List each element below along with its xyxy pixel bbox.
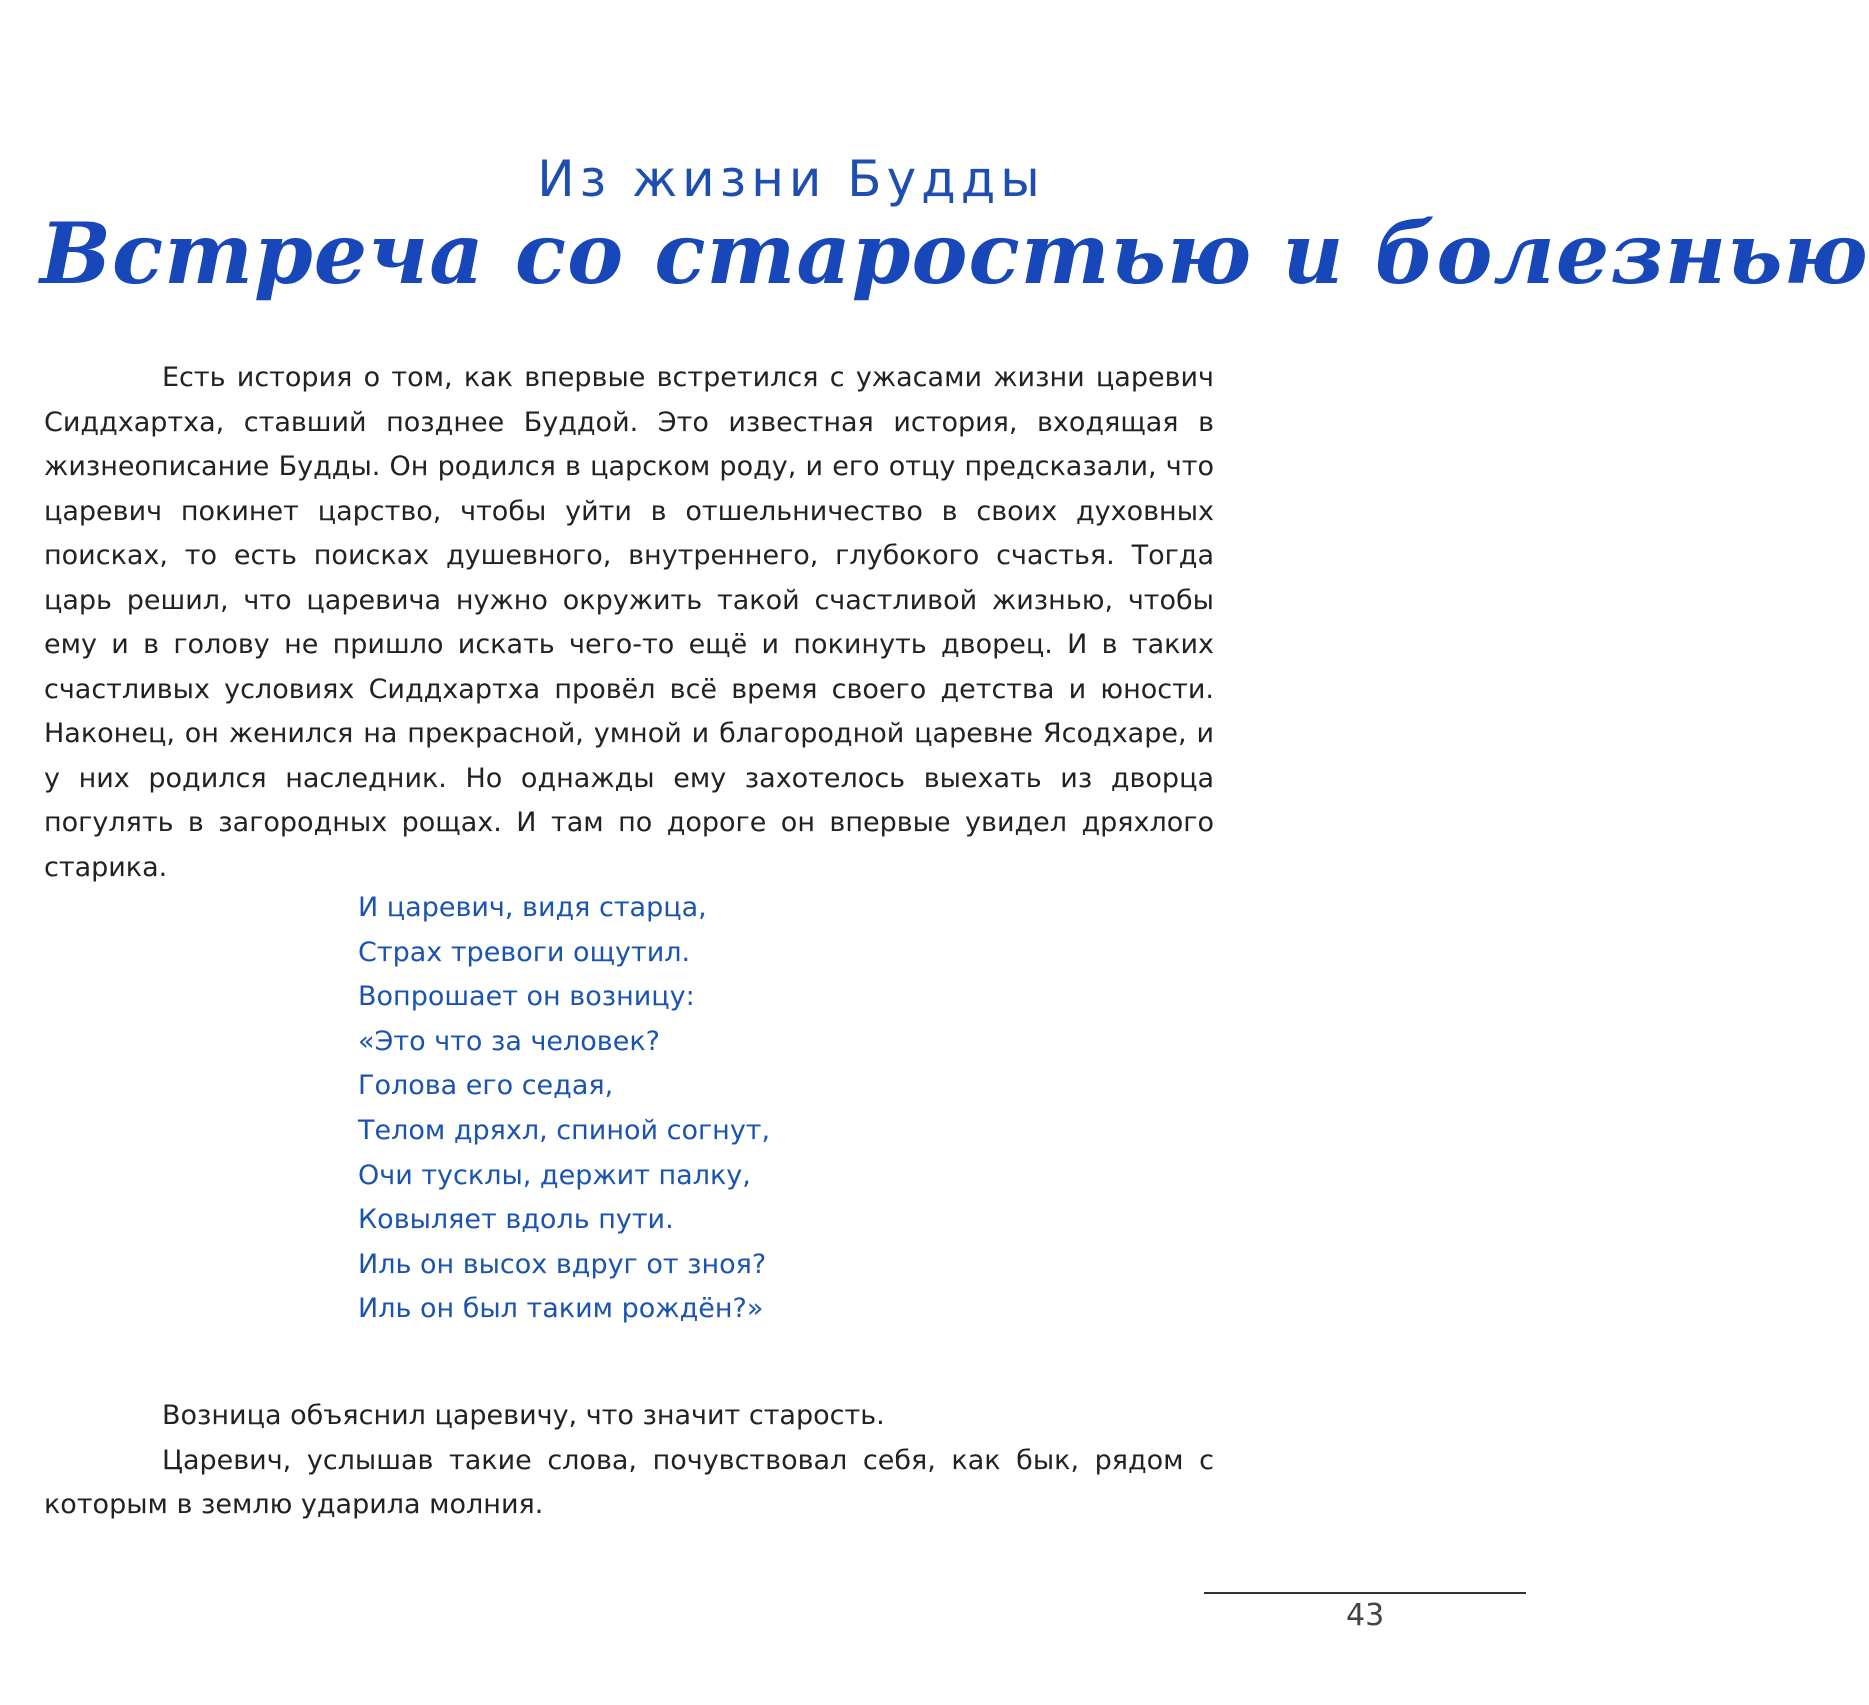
poem-line: И царевич, видя старца, <box>358 892 707 923</box>
intro-paragraph: Есть история о том, как впервые встретился с ужасами жизни царевич Сиддхартха, ставший позднее Буддой. Это известная история, входящая в жизнеописание Будды. Он родился в царском роду, и его отцу предсказали, что царевич покинет царство, чтобы уйти в отшельничество в своих духовных поисках, то есть поисках душевного, внутреннего, глубокого счастья. Тогда царь решил, что царевича нужно окружить такой счастливой жизнью, чтобы ему и в голову не пришло искать чего-то ещё и покинуть дворец. И в таких счастливых условиях Сиддхартха провёл всё время своего детства и юности. Наконец, он женился на прекрасной, умной и благородной царевне Ясодхаре, и у них родился наследник. Но однажды ему захотелось выехать из дворца погулять в загородных рощах. И там по дороге он впервые увидел дряхлого старика. <box>44 362 1214 883</box>
poem-line: Ковыляет вдоль пути. <box>358 1204 674 1236</box>
closing-paragraph: Царевич, услышав такие слова, почувствовал себя, как бык, рядом с которым в землю ударила молния. <box>44 1444 1214 1520</box>
poem-line: Вопрошает он возницу: <box>358 981 695 1013</box>
poem-line: Страх тревоги ощутил. <box>358 936 691 968</box>
poem-line: Иль он высох вдруг от зноя? <box>358 1248 767 1280</box>
poem-stanza <box>358 886 770 1332</box>
poem-line: Голова его седая, <box>358 1070 614 1102</box>
chapter-title: Встреча со старостью и болезнью <box>40 204 1869 303</box>
footer-rule <box>1204 1592 1526 1594</box>
closing-paragraph: Возница объяснил царевичу, что значит старость. <box>162 1400 885 1431</box>
section-subtitle: Из жизни Будды <box>537 150 1045 208</box>
intro-text-block <box>44 356 1214 890</box>
poem-line: Иль он был таким рождён?» <box>358 1293 764 1325</box>
page-number: 43 <box>1346 1598 1385 1633</box>
closing-text-block <box>44 1394 1214 1528</box>
poem-line: Телом дряхл, спиной согнут, <box>358 1114 771 1146</box>
poem-line: Очи тусклы, держит палку, <box>358 1159 751 1191</box>
poem-line: «Это что за человек? <box>358 1025 660 1057</box>
